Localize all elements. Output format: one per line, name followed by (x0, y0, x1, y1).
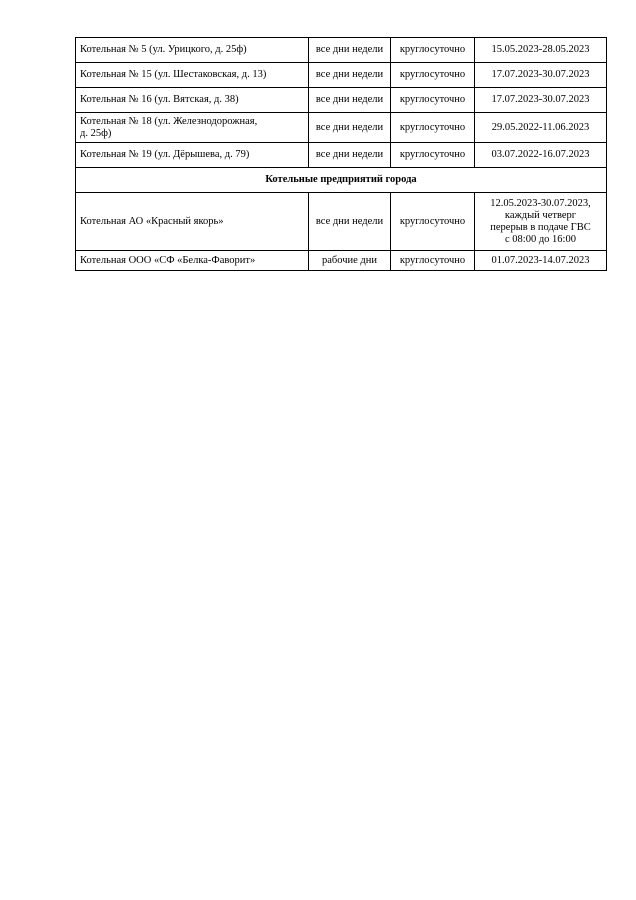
period-cell: 17.07.2023-30.07.2023 (475, 88, 607, 113)
mode-cell: круглосуточно (391, 63, 475, 88)
mode-cell: круглосуточно (391, 193, 475, 251)
period-line: каждый четверг (504, 209, 577, 221)
table-row (76, 63, 607, 88)
boiler-name-cell (76, 113, 309, 143)
table-row (76, 251, 607, 271)
mode-cell: круглосуточно (391, 143, 475, 168)
period-cell: 15.05.2023-28.05.2023 (475, 38, 607, 63)
days-cell: все дни недели (309, 143, 391, 168)
period-cell: 29.05.2022-11.06.2023 (475, 113, 607, 143)
period-cell: 01.07.2023-14.07.2023 (475, 251, 607, 271)
mode-cell: круглосуточно (391, 38, 475, 63)
days-cell: все дни недели (309, 193, 391, 251)
period-cell: 17.07.2023-30.07.2023 (475, 63, 607, 88)
boiler-name-cell: Котельная АО «Красный якорь» (76, 193, 309, 251)
mode-cell: круглосуточно (391, 88, 475, 113)
period-line: 12.05.2023-30.07.2023, (490, 197, 591, 209)
boiler-name-line: Котельная № 18 (ул. Железнодорожная, (80, 115, 258, 127)
table-row (76, 113, 607, 143)
boiler-name-line: д. 25ф) (80, 127, 112, 139)
period-line: с 08:00 до 16:00 (505, 233, 576, 245)
table-row (76, 38, 607, 63)
boiler-name-cell: Котельная № 15 (ул. Шестаковская, д. 13) (76, 63, 309, 88)
section-title: Котельные предприятий города (76, 168, 607, 193)
mode-cell: круглосуточно (391, 113, 475, 143)
period-line: перерыв в подаче ГВС (490, 221, 591, 233)
days-cell: рабочие дни (309, 251, 391, 271)
days-cell: все дни недели (309, 63, 391, 88)
table-row (76, 193, 607, 251)
hot-water-shutdown-table (75, 37, 607, 271)
boiler-name-cell: Котельная ООО «СФ «Белка-Фаворит» (76, 251, 309, 271)
mode-cell: круглосуточно (391, 251, 475, 271)
table-row (76, 88, 607, 113)
period-cell (475, 193, 607, 251)
boiler-name-cell: Котельная № 16 (ул. Вятская, д. 38) (76, 88, 309, 113)
boiler-name-cell: Котельная № 19 (ул. Дёрышева, д. 79) (76, 143, 309, 168)
section-header-row (76, 168, 607, 193)
days-cell: все дни недели (309, 38, 391, 63)
table-row (76, 143, 607, 168)
period-cell: 03.07.2022-16.07.2023 (475, 143, 607, 168)
days-cell: все дни недели (309, 88, 391, 113)
days-cell: все дни недели (309, 113, 391, 143)
boiler-name-cell: Котельная № 5 (ул. Урицкого, д. 25ф) (76, 38, 309, 63)
